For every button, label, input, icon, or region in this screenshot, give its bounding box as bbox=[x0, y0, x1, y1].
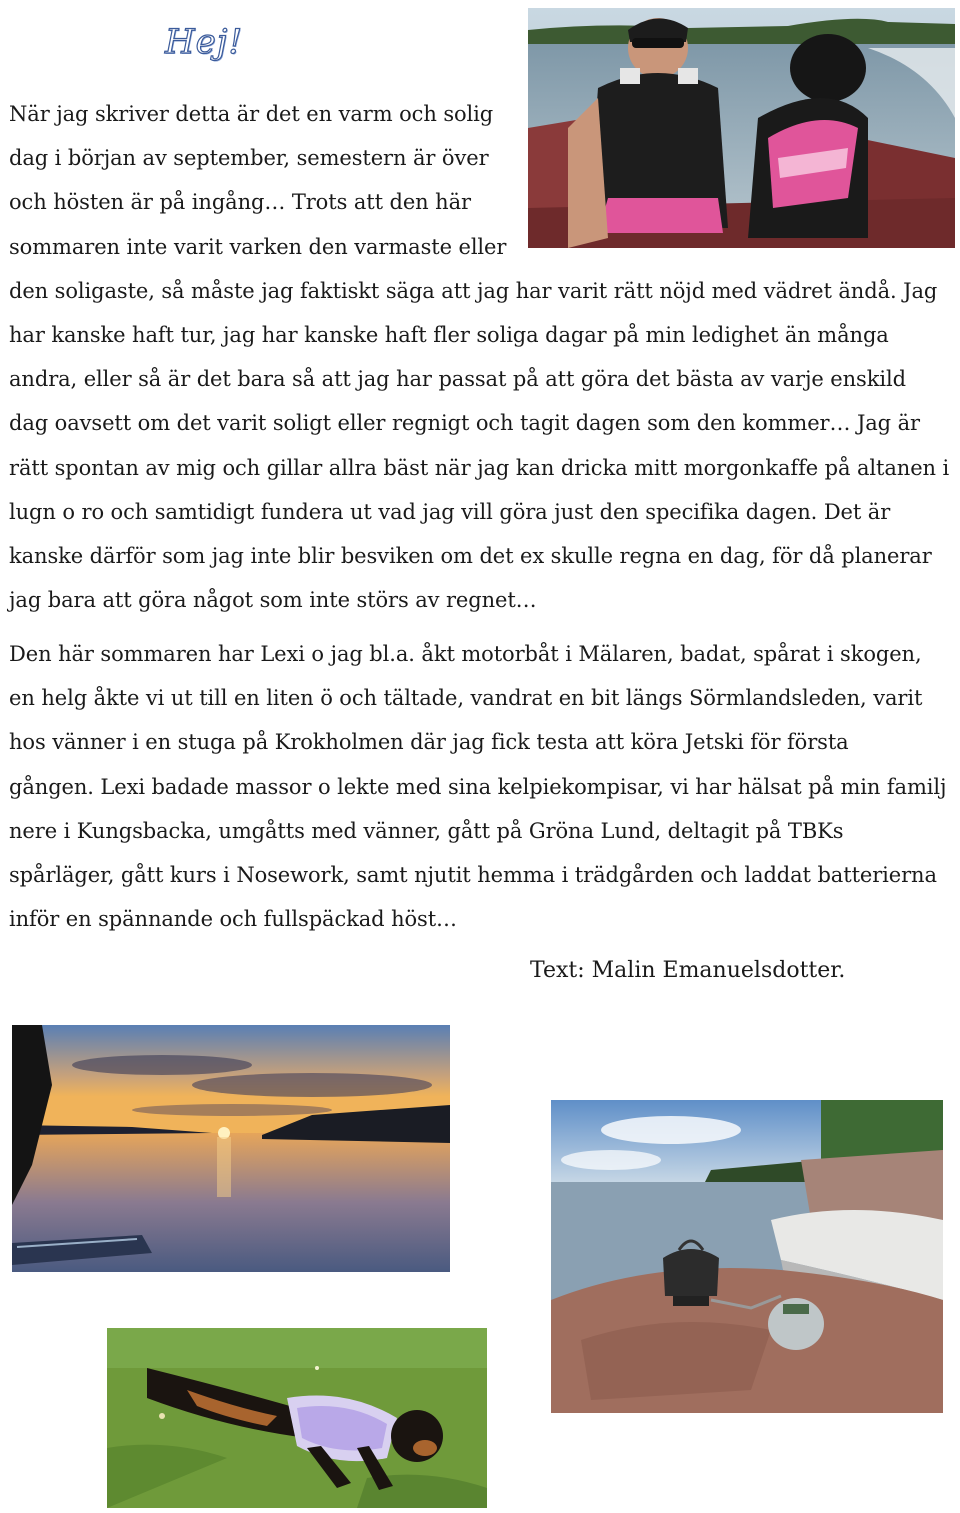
text-line: och hösten är på ingång… Trots att den här bbox=[9, 190, 471, 215]
text-line: den soligaste, så måste jag faktiskt säga att jag har varit rätt nöjd med vädret ändå. Jag bbox=[9, 278, 938, 303]
text-line: spårläger, gått kurs i Nosework, samt njutit hemma i trädgården och laddat batterierna bbox=[9, 863, 937, 888]
rocky-shore-photo bbox=[551, 1100, 943, 1413]
text-line: När jag skriver detta är det en varm och solig bbox=[9, 102, 494, 126]
text-line: har kanske haft tur, jag har kanske haft fler soliga dagar på min ledighet än många bbox=[9, 323, 889, 348]
text-line: hos vänner i en stuga på Krokholmen där jag fick testa att köra Jetski för första bbox=[9, 730, 849, 755]
text-line: kanske därför som jag inte blir besviken om det ex skulle regna en dag, för då planerar bbox=[9, 544, 932, 569]
summer-paragraph bbox=[9, 632, 954, 941]
text-line: dag oavsett om det varit soligt eller regnigt och tagit dagen som den kommer… Jag är bbox=[9, 411, 920, 436]
dog-on-grass-photo bbox=[107, 1328, 487, 1508]
text-line: lugn o ro och samtidigt fundera ut vad jag vill göra just den specifika dagen. Det är bbox=[9, 499, 891, 524]
page-title: Hej! bbox=[165, 22, 243, 62]
text-line: jag bara att göra något som inte störs av regnet… bbox=[9, 588, 537, 613]
text-line: Den här sommaren har Lexi o jag bl.a. åkt motorbåt i Mälaren, badat, spårat i skogen, bbox=[9, 642, 922, 666]
text-line: rätt spontan av mig och gillar allra bäst när jag kan dricka mitt morgonkaffe på altanen i bbox=[9, 455, 950, 480]
text-line: gången. Lexi badade massor o lekte med sina kelpiekompisar, vi har hälsat på min familj bbox=[9, 774, 947, 799]
text-line: sommaren inte varit varken den varmaste eller bbox=[9, 234, 507, 259]
text-line: inför en spännande och fullspäckad höst… bbox=[9, 907, 457, 932]
text-line: en helg åkte vi ut till en liten ö och tältade, vandrat en bit längs Sörmlandsleden, varit bbox=[9, 686, 923, 711]
sunset-lake-photo bbox=[12, 1025, 450, 1272]
text-line: nere i Kungsbacka, umgåtts med vänner, gått på Gröna Lund, deltagit på TBKs bbox=[9, 818, 844, 843]
boat-photo bbox=[528, 8, 955, 248]
text-line: dag i början av september, semestern är över bbox=[9, 146, 489, 171]
text-line: andra, eller så är det bara så att jag har passat på att göra det bästa av varje enskild bbox=[9, 367, 906, 392]
author-signature: Text: Malin Emanuelsdotter. bbox=[530, 958, 846, 983]
